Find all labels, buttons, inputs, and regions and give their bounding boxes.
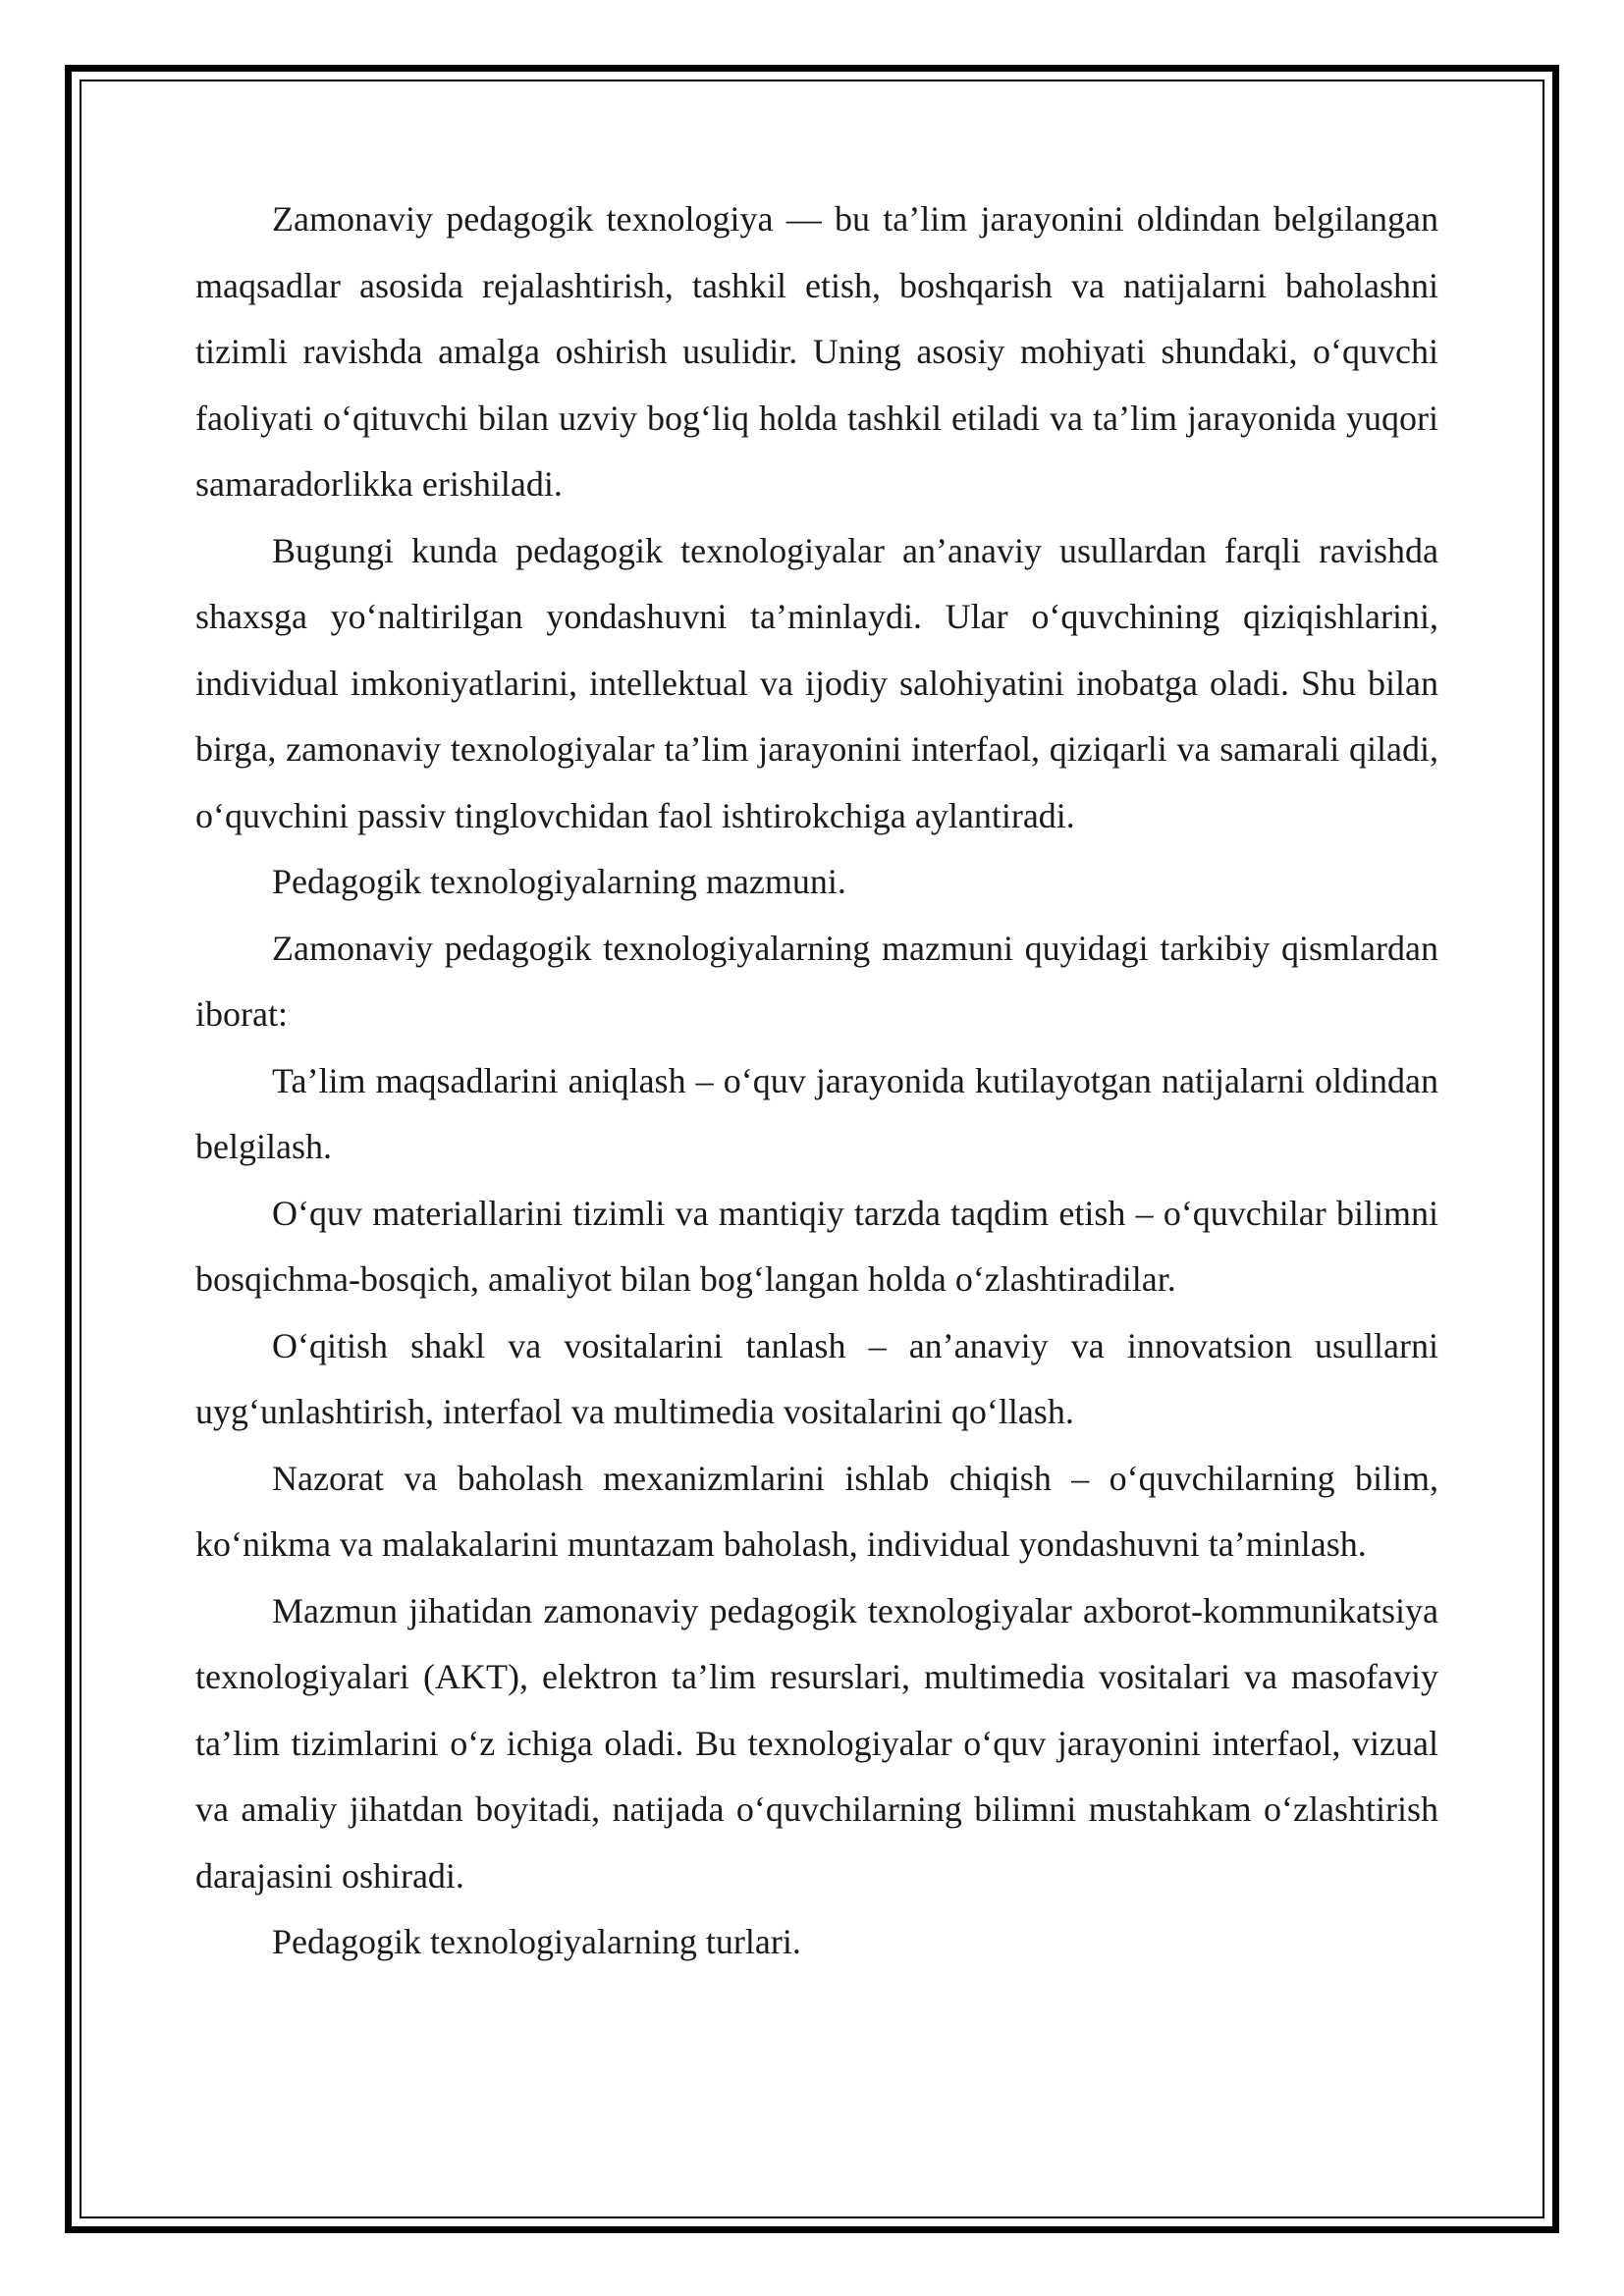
paragraph-goals: Ta’lim maqsadlarini aniqlash – o‘quv jarayonida kutilayotgan natijalarni oldindan belgilash.	[195, 1060, 1438, 1166]
section-heading-content: Pedagogik texnologiyalarning mazmuni.	[272, 862, 846, 901]
paragraph-ict: Mazmun jihatidan zamonaviy pedagogik texnologiyalar axborot-kommunikatsiya texnologiyalari (AKT), elektron ta’lim resurslari, multimedia vositalari va masofaviy ta’lim tizimlarini o‘z ichiga oladi. Bu texnologiyalar o‘quv jarayonini interfaol, vizual va amaliy jihatdan boyitadi, natijada o‘quvchilarning bilimni mustahkam o‘zlashtirish darajasini oshiradi.	[195, 1590, 1438, 1896]
paragraph-materials: O‘quv materiallarini tizimli va mantiqiy tarzda taqdim etish – o‘quvchilar bilimni bosqichma-bosqich, amaliyot bilan bog‘langan holda o‘zlashtiradilar.	[195, 1193, 1438, 1299]
section-heading-types: Pedagogik texnologiyalarning turlari.	[272, 1922, 801, 1961]
paragraph-assessment: Nazorat va baholash mexanizmlarini ishlab chiqish – o‘quvchilarning bilim, ko‘nikma va malakalarini muntazam baholash, individual yondashuvni ta’minlash.	[195, 1458, 1438, 1564]
paragraph-definition: Zamonaviy pedagogik texnologiya — bu ta’lim jarayonini oldindan belgilangan maqsadlar asosida rejalashtirish, tashkil etish, boshqarish va natijalarni baholashni tizimli ravishda amalga oshirish usulidir. Uning asosiy mohiyati shundaki, o‘quvchi faoliyati o‘qituvchi bilan uzviy bog‘liq holda tashkil etiladi va ta’lim jarayonida yuqori samaradorlikka erishiladi.	[195, 199, 1438, 504]
document-body	[195, 187, 1438, 1976]
paragraph-forms-means: O‘qitish shakl va vositalarini tanlash – an’anaviy va innovatsion usullarni uyg‘unlashtirish, interfaol va multimedia vositalarini qo‘llash.	[195, 1325, 1438, 1431]
paragraph-components-intro: Zamonaviy pedagogik texnologiyalarning mazmuni quyidagi tarkibiy qismlardan iborat:	[195, 928, 1438, 1034]
paragraph-today: Bugungi kunda pedagogik texnologiyalar an’anaviy usullardan farqli ravishda shaxsga yo‘naltirilgan yondashuvni ta’minlaydi. Ular o‘quvchining qiziqishlarini, individual imkoniyatlarini, intellektual va ijodiy salohiyatini inobatga oladi. Shu bilan birga, zamonaviy texnologiyalar ta’lim jarayonini interfaol, qiziqarli va samarali qiladi, o‘quvchini passiv tinglovchidan faol ishtirokchiga aylantiradi.	[195, 530, 1438, 835]
